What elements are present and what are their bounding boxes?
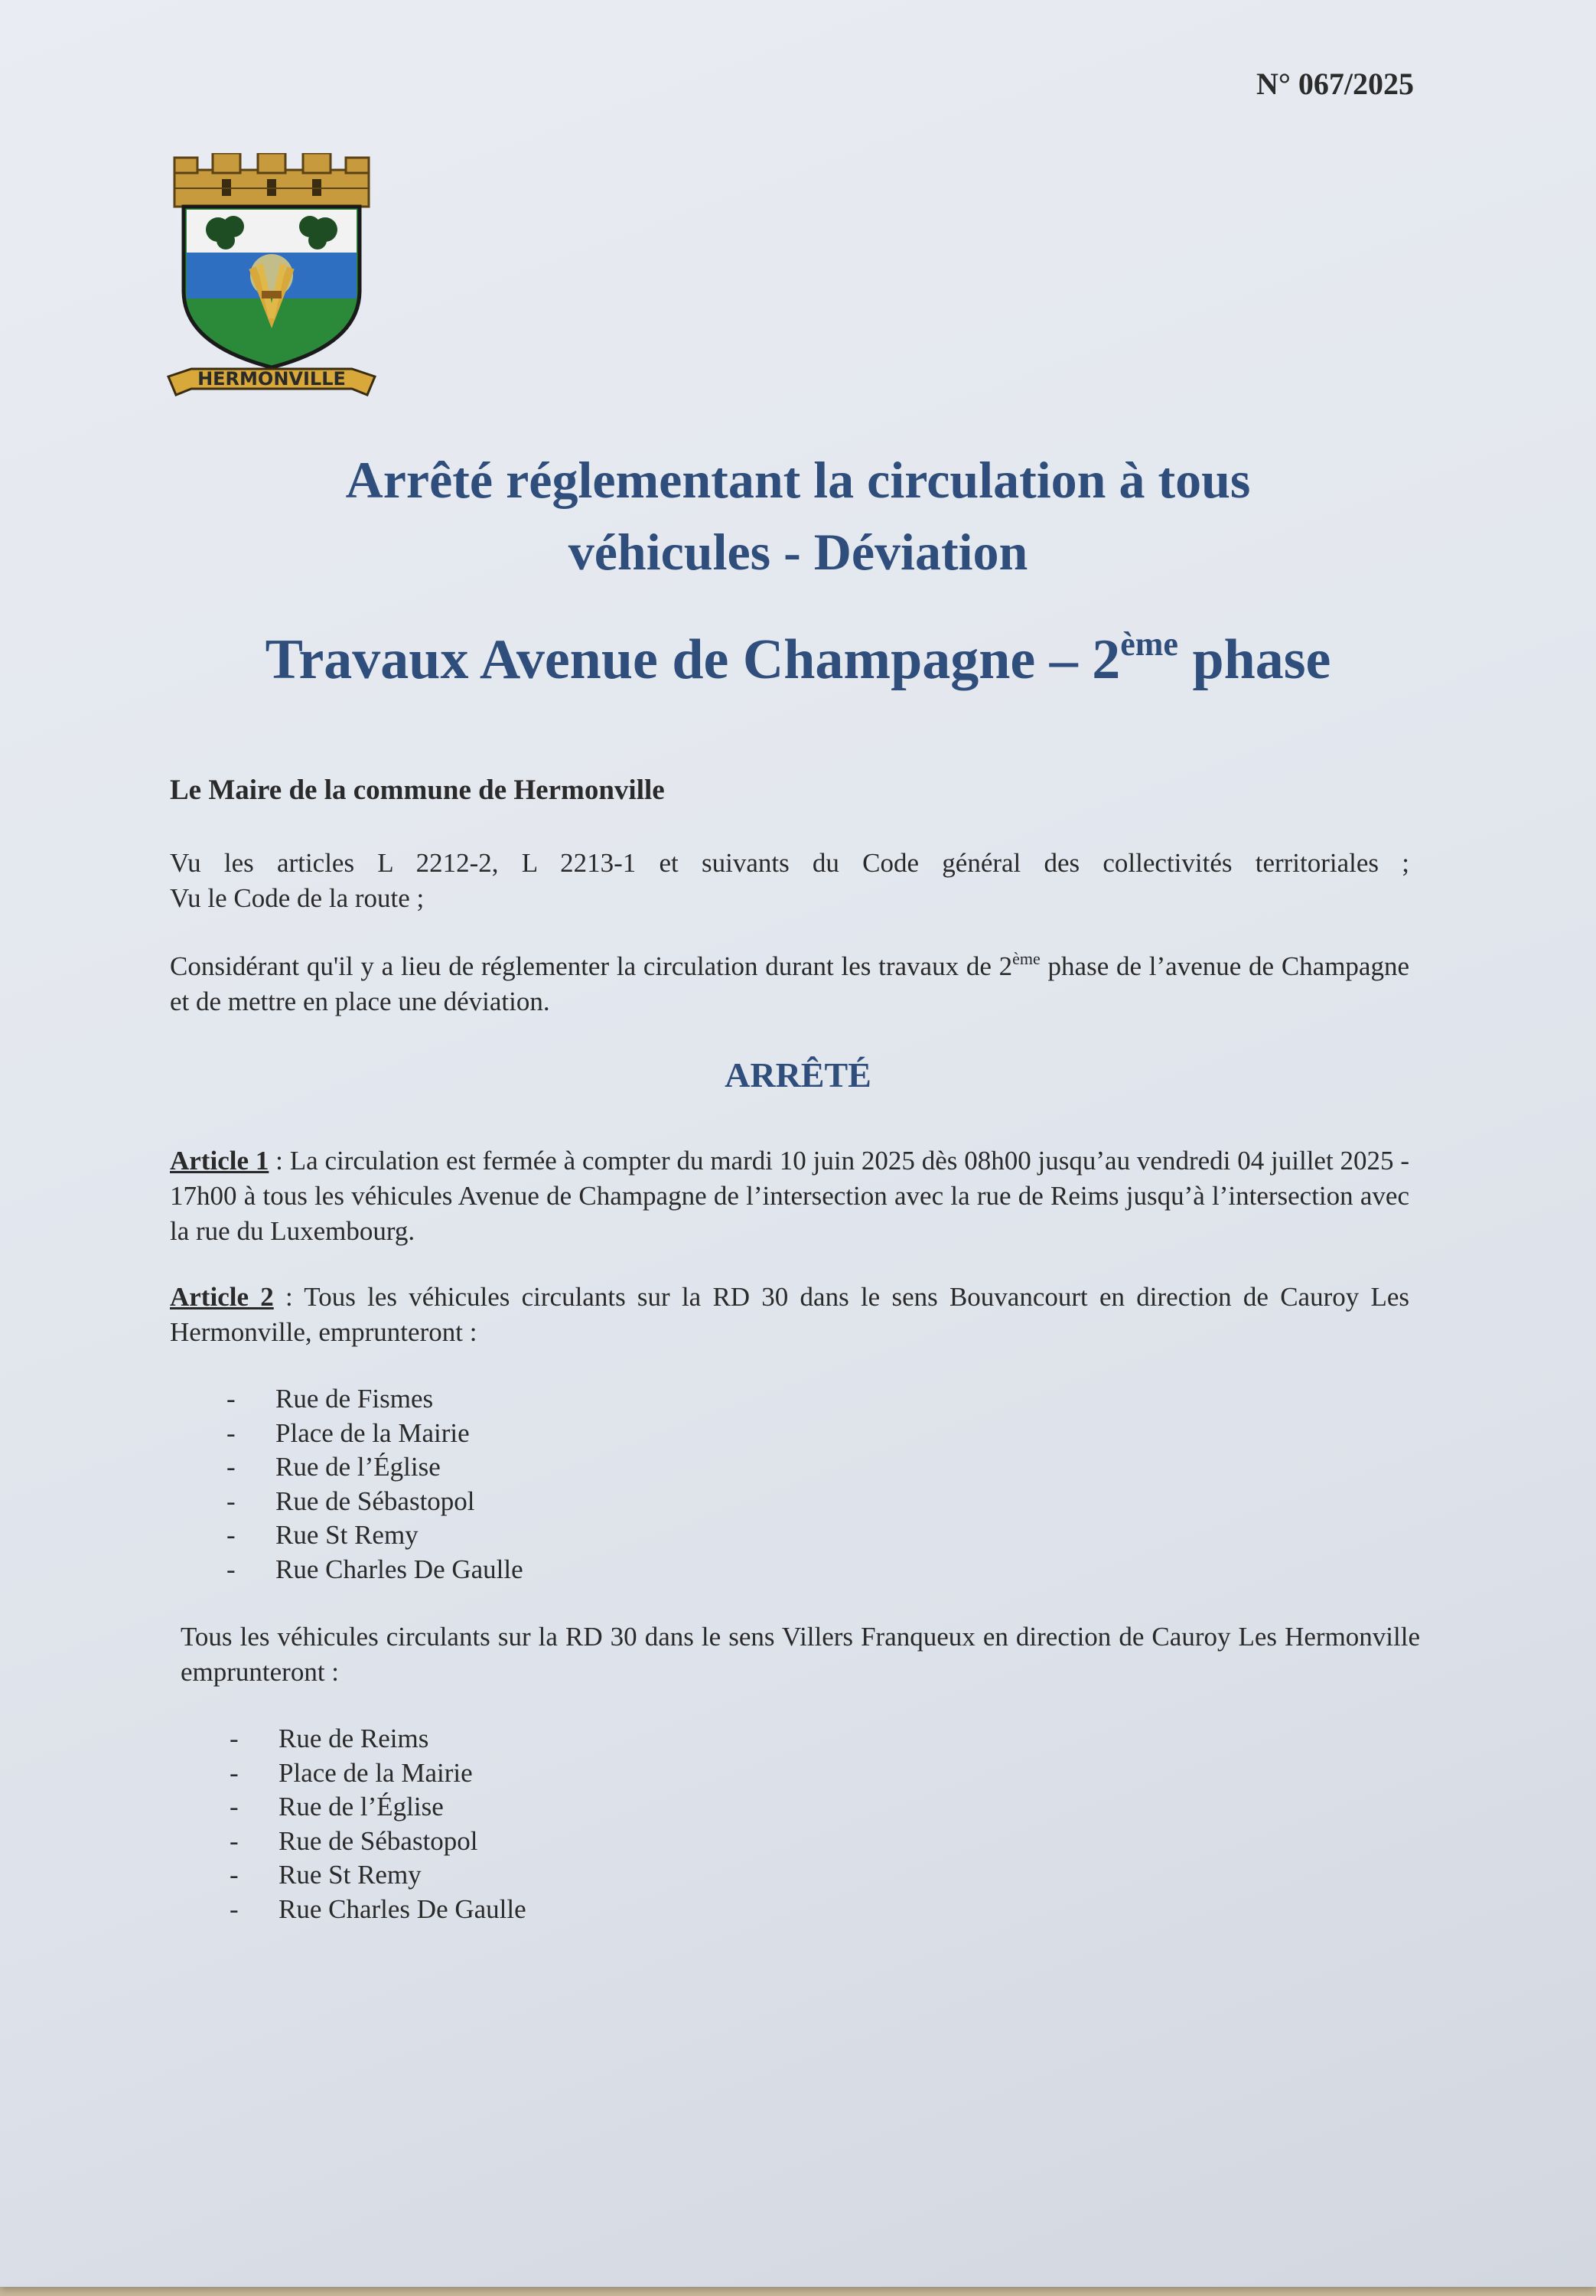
article-1-text: : La circulation est fermée à compter du mardi 10 juin 2025 dès 08h00 jusqu’au vendredi 04 juillet 2025 - 17h00 à tous les véhicules Avenue de Champagne de l’intersection avec la rue de Reims jusqu’à l’intersection avec la rue du Luxembourg. bbox=[170, 1146, 1410, 1246]
article-2 bbox=[170, 1280, 1409, 1350]
legal-reference-2: Vu le Code de la route ; bbox=[170, 883, 425, 913]
list-item: - Rue de l’Église bbox=[230, 1792, 444, 1821]
mural-crown-icon bbox=[174, 153, 369, 207]
subtitle-superscript: ème bbox=[1120, 625, 1178, 663]
subtitle-text: Travaux Avenue de Champagne – 2 bbox=[265, 628, 1121, 691]
list-item: - Rue St Remy bbox=[226, 1520, 419, 1550]
list-item: - Rue de l’Église bbox=[226, 1452, 441, 1482]
considerant-paragraph bbox=[170, 949, 1409, 1019]
route-list-bouvancourt bbox=[226, 1382, 523, 1587]
villers-franqueux-paragraph: Tous les véhicules circulants sur la RD 30 dans le sens Villers Franqueux en direction de Cauroy Les Hermonville emprunteront : bbox=[181, 1622, 1420, 1687]
title-line-1: Arrêté réglementant la circulation à tous bbox=[345, 451, 1251, 509]
decree-subtitle bbox=[0, 621, 1596, 698]
article-2-label: Article 2 bbox=[170, 1282, 274, 1312]
route-list-villers-franqueux bbox=[230, 1722, 526, 1926]
article-2-text: : Tous les véhicules circulants sur la RD 30 dans le sens Bouvancourt en direction de Cauroy Les Hermonville, emprunteront : bbox=[170, 1282, 1409, 1347]
legal-references bbox=[170, 846, 1409, 916]
considerant-text: Considérant qu'il y a lieu de réglementer la circulation durant les travaux de 2 bbox=[170, 951, 1013, 981]
legal-reference-1: Vu les articles L 2212-2, L 2213-1 et suivants du Code général des collectivités territoriales ; bbox=[170, 848, 1409, 878]
decree-title bbox=[0, 444, 1596, 588]
list-item: - Place de la Mairie bbox=[230, 1757, 473, 1788]
subtitle-suffix: phase bbox=[1177, 628, 1331, 691]
list-item: - Rue de Fismes bbox=[226, 1384, 434, 1414]
mayor-heading: Le Maire de la commune de Hermonville bbox=[170, 775, 665, 806]
list-item: - Rue Charles De Gaulle bbox=[226, 1554, 523, 1584]
article-1 bbox=[170, 1143, 1409, 1249]
list-item: - Rue de Sébastopol bbox=[230, 1825, 478, 1856]
list-item: - Rue de Reims bbox=[230, 1724, 429, 1753]
crest-banner-text: HERMONVILLE bbox=[197, 368, 346, 390]
article-1-label: Article 1 bbox=[170, 1146, 269, 1176]
name-banner bbox=[168, 368, 375, 395]
list-item: - Rue de Sébastopol bbox=[226, 1486, 475, 1516]
decree-number: N° 067/2025 bbox=[1256, 67, 1414, 101]
list-item: - Rue Charles De Gaulle bbox=[230, 1893, 526, 1924]
shield-icon bbox=[184, 207, 360, 367]
list-item: - Place de la Mairie bbox=[226, 1417, 470, 1448]
title-line-2: véhicules - Déviation bbox=[568, 523, 1028, 581]
considerant-superscript: ème bbox=[1012, 949, 1041, 968]
arrete-heading: ARRÊTÉ bbox=[725, 1055, 871, 1094]
hermonville-coat-of-arms bbox=[161, 153, 383, 406]
considerant-suffix: phase de l’avenue de Champagne et de mettre en place une déviation. bbox=[170, 951, 1409, 1016]
list-item: - Rue St Remy bbox=[230, 1860, 422, 1890]
